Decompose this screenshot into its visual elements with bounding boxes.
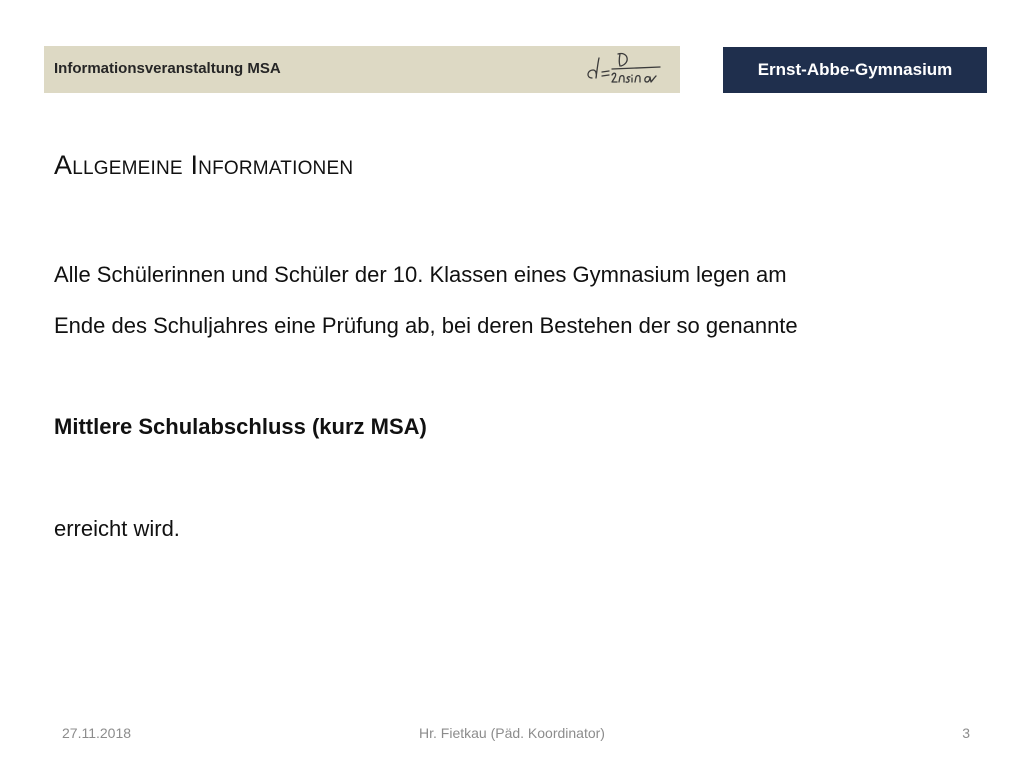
msa-highlight-text: Mittlere Schulabschluss (kurz MSA): [54, 414, 427, 439]
body-text-line-1: Alle Schülerinnen und Schüler der 10. Klassen eines Gymnasium legen am: [54, 262, 787, 287]
body-text-line-4: erreicht wird.: [54, 516, 180, 541]
school-name-box: Ernst-Abbe-Gymnasium: [723, 47, 987, 93]
footer-date: 27.11.2018: [62, 725, 132, 741]
header-band: [44, 46, 680, 93]
footer-author: Hr. Fietkau (Päd. Koordinator): [419, 725, 605, 741]
slide-heading: Allgemeine Informationen: [54, 150, 354, 180]
presentation-title: Informationsveranstaltung MSA: [54, 60, 281, 77]
page-number: 3: [962, 725, 970, 741]
body-text-line-2: Ende des Schuljahres eine Prüfung ab, bei deren Bestehen der so genannte: [54, 313, 798, 338]
formula-logo-icon: [584, 48, 668, 90]
